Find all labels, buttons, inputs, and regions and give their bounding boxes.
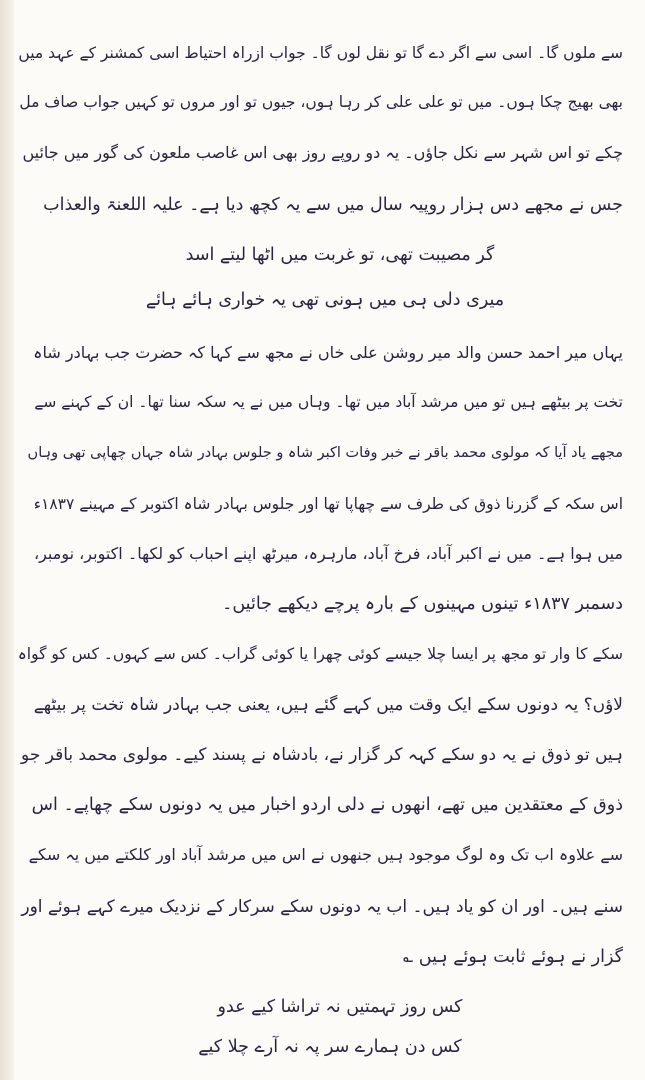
text-line: سکے کا وار تو مجھ پر ایسا چلا جیسے کوئی چھرا یا کوئی گراب۔ کس سے کہوں۔ کس کو گواہ [17, 645, 623, 663]
text-line: اس سکہ کے گزرنا ذوق کی طرف سے چھاپا تھا اور جلوس بہادر شاہ اکتوبر کے مہینے ۱۸۳۷ء [33, 495, 623, 513]
text-line: سے ملوں گا۔ اسی سے اگر دے گا تو نقل لوں گا۔ جواب ازراہ احتیاط اسی کمشنر کے عہد میں [18, 44, 623, 62]
text-line: جس نے مجھے دس ہزار روپیہ سال میں سے یہ کچھ دیا ہے۔ علیہ اللعنۃ والعذاب [43, 195, 623, 215]
text-line: بھی بھیج چکا ہوں۔ میں تو علی علی کر رہا ہوں، جیوں تو اور مروں تو کہیں جواب صاف مل [19, 93, 623, 111]
verse-line: میری دلی ہی میں ہونی تھی یہ خواری ہائے ہائے [145, 290, 505, 310]
verse-line: کس دن ہمارے سر پہ نہ آرے چلا کیے [198, 1037, 462, 1057]
text-line: میں ہوا ہے۔ میں نے اکبر آباد، فرخ آباد، مارہرہ، میرٹھ اپنے احباب کو لکھا۔ اکتوبر، نومبر، [33, 544, 623, 563]
text-line: گزار نے ہوئے ثابت ہوئے ہیں ؎ [402, 947, 623, 967]
verse-line: کس روز تہمتیں نہ تراشا کیے عدو [217, 997, 463, 1017]
text-line: مجھے یاد آیا کہ مولوی محمد باقر نے خبر وفات اکبر شاہ و جلوس بہادر شاہ جہاں چھاپی تھی وہاں [27, 445, 623, 461]
text-line: ذوق کے معتقدین میں تھے، انھوں نے دلی اردو اخبار میں یہ دونوں سکے چھاپے۔ اس [31, 795, 623, 815]
text-line: دسمبر ۱۸۳۷ء تینوں مہینوں کے بارہ پرچے دیکھے جائیں۔ [222, 594, 623, 614]
text-line: لاؤں؟ یہ دونوں سکے ایک وقت میں کہے گئے ہیں، یعنی جب بہادر شاہ تخت پر بیٹھے [33, 695, 623, 715]
text-line: تخت پر بیٹھے ہیں تو میں مرشد آباد میں تھا۔ وہاں میں نے یہ سکہ سنا تھا۔ ان کے کہنے سے [34, 393, 623, 411]
text-line: سے علاوہ اب تک وہ لوگ موجود ہیں جنھوں نے اس میں مرشد آباد اور کلکتے میں یہ سکے [28, 845, 623, 864]
text-line: چکے تو اس شہر سے نکل جاؤں۔ یہ دو روپے روز بھی اس غاصب ملعون کی گور میں جائیں [22, 143, 623, 162]
text-line: سنے ہیں۔ اور ان کو یاد ہیں۔ اب یہ دونوں سکے سرکار کے نزدیک میرے کہے ہوئے اور [21, 897, 623, 917]
text-line: ہیں تو ذوق نے یہ دو سکے کہہ کر گزار نے، بادشاہ نے پسند کیے۔ مولوی محمد باقر جو [21, 745, 623, 765]
text-line: یہاں میر احمد حسن والد میر روشن علی خاں نے مجھ سے کہا کہ حضرت جب بہادر شاہ [33, 343, 623, 362]
verse-line: گر مصیبت تھی، تو غربت میں اٹھا لیتے اسد [185, 245, 495, 265]
page-binding-edge [0, 0, 14, 1080]
